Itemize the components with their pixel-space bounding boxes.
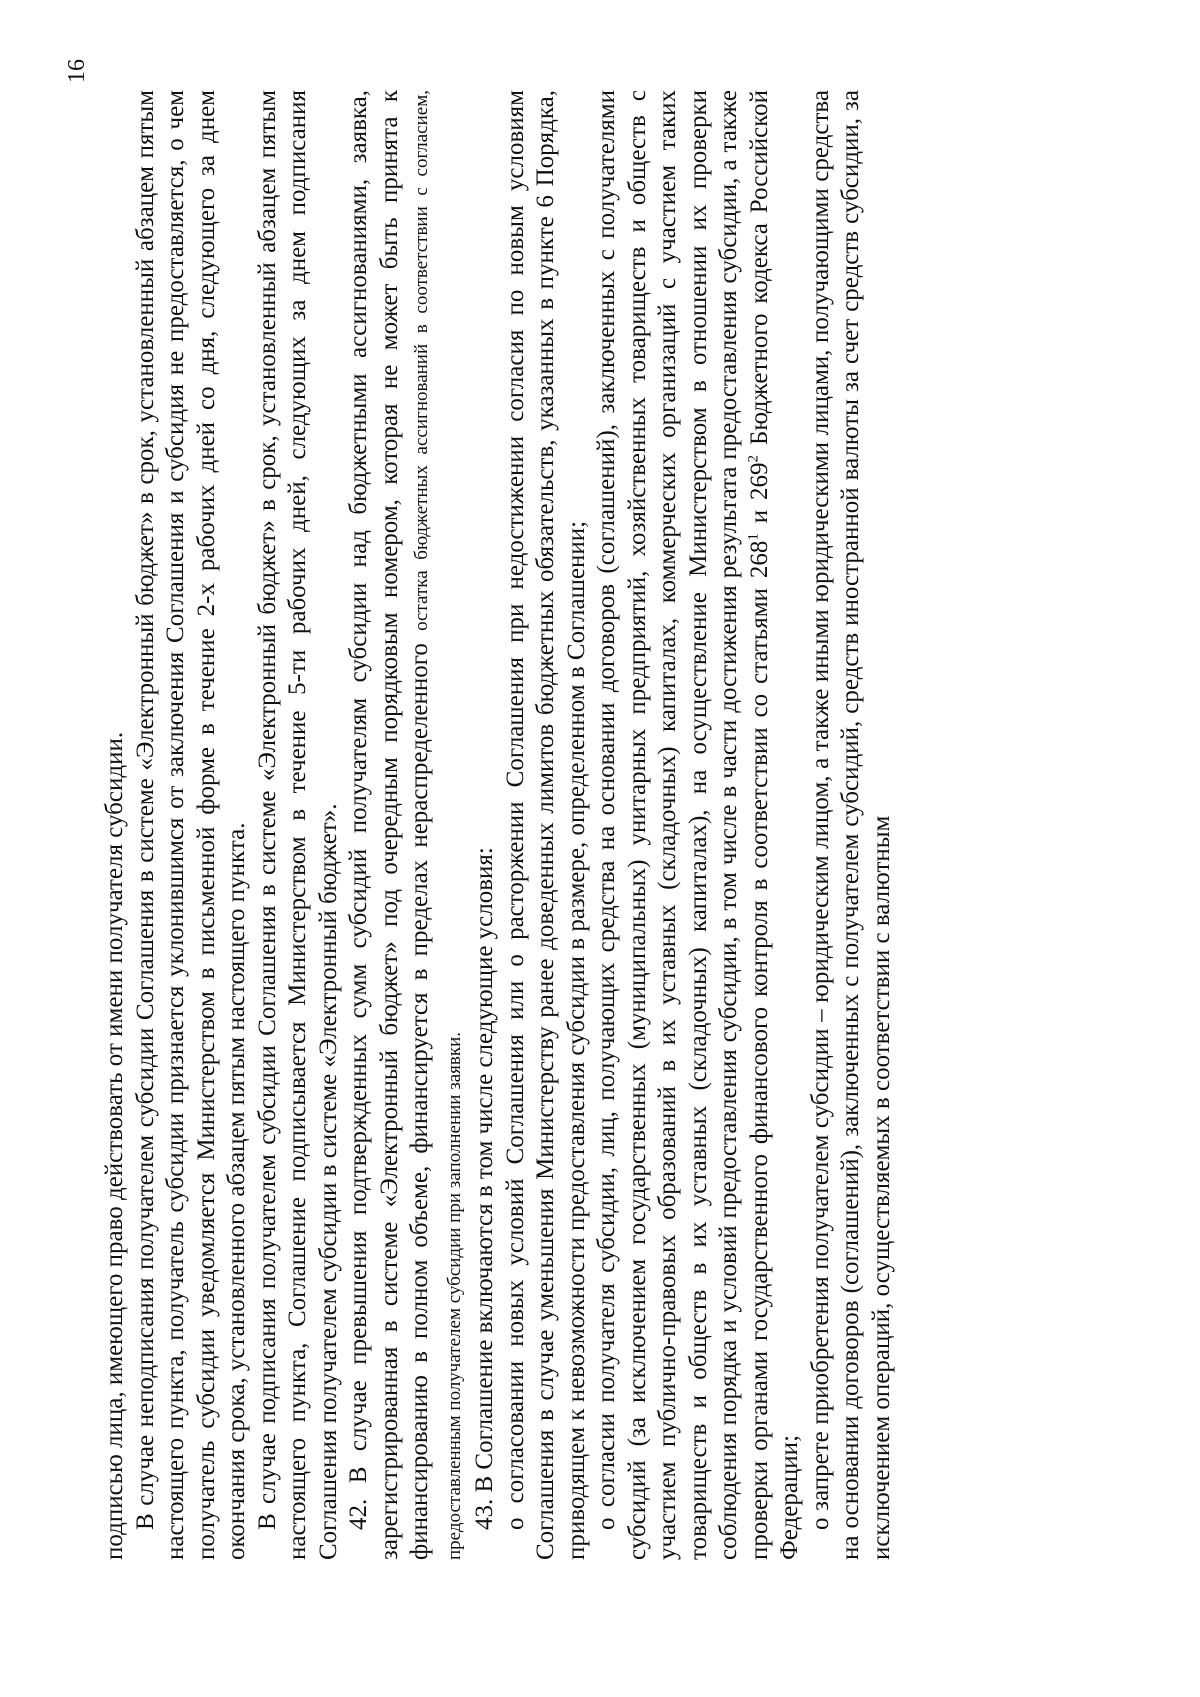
paragraph-consent: [592, 90, 806, 1560]
footnote-sup-1: 1: [745, 533, 762, 541]
paragraph-continuation: подписью лица, имеющего право действовать от имени получателя субсидии.: [101, 731, 128, 1560]
paragraph-consent-tail: Бюджетного кодекса Российской Федерации;: [745, 89, 803, 1560]
paragraph-42-main: 42. В случае превышения подтвержденных сумм субсидий получателям субсидии над бюджетными ассигнованиями, заявка, зарегистрированная в системе «Электронный бюджет» под очередным порядковым номером, которая не может быть принята к финансированию в полном объеме, финансируется в пределах нераспределенного: [345, 90, 433, 1560]
footnote-sup-2: 2: [745, 454, 762, 463]
paragraph-unsigned-agreement: В случае неподписания получателем субсидии Соглашения в системе «Электронный бюджет» в срок, установленный абзацем пятым настоящего пункта, получатель субсидии признается уклонившимся от заключения Соглашения и субсидия не предоставляется, о чем получатель субсидии уведомляется Министерством в письменной форме в течение 2-х рабочих дней со дня, следующего за днем окончания срока, установленного абзацем пятым настоящего пункта.: [131, 90, 250, 1560]
paragraph-consent-main: о согласии получателя субсидии, лиц, получающих средства на основании договоров (соглашений), заключенных с получателями субсидий (за исключением государственных (муниципальных) унитарных предприятий, хозяйственных товариществ и обществ с участием публично-правовых образований в их уставных (складочных) капиталах, коммерческих организаций с участием таких товариществ и обществ в их уставных (складочных) капиталах), на осуществление Министерством в отношении их проверки соблюдения порядка и условий предоставления субсидии, в том числе в части достижения результата предоставления субсидии, а также проверки органами государственного финансового контроля в соответствии со статьями 268: [593, 90, 773, 1560]
page-number: 16: [64, 59, 90, 83]
citation-and: и 269: [745, 462, 773, 534]
paragraph-42-tail: остатка бюджетных ассигнований в соответствии с согласием, предоставленным получателем субсидии при заполнении заявки.: [411, 90, 465, 1560]
paragraph-42: [344, 90, 470, 1560]
paragraph-currency-ban: о запрете приобретения получателем субсидии – юридическим лицом, а также иными юридическими лицами, получающими средства на основании договоров (соглашений), заключенных с получателем субсидий, средств иностранной валюты за счет средств субсидии, за исключением операций, осуществляемых в соответствии с валютным: [806, 90, 895, 1560]
paragraph-new-conditions: о согласовании новых условий Соглашения или о расторжении Соглашения при недостижении согласия по новым условиям Соглашения в случае уменьшения Министерству ранее доведенных лимитов бюджетных обязательств, указанных в пункте 6 Порядка, приводящем к невозможности предоставления субсидии в размере, определенном в Соглашении;: [501, 90, 590, 1560]
paragraph-43: 43. В Соглашение включаются в том числе следующие условия:: [471, 847, 498, 1530]
rotated-text-block: [64, 59, 897, 1560]
paragraph-signed-agreement: В случае подписания получателем субсидии Соглашения в системе «Электронный бюджет» в срок, установленный абзацем пятым настоящего пункта, Соглашение подписывается Министерством в течение 5-ти рабочих дней, следующих за днем подписания Соглашения получателем субсидии в системе «Электронный бюджет».: [253, 90, 342, 1560]
